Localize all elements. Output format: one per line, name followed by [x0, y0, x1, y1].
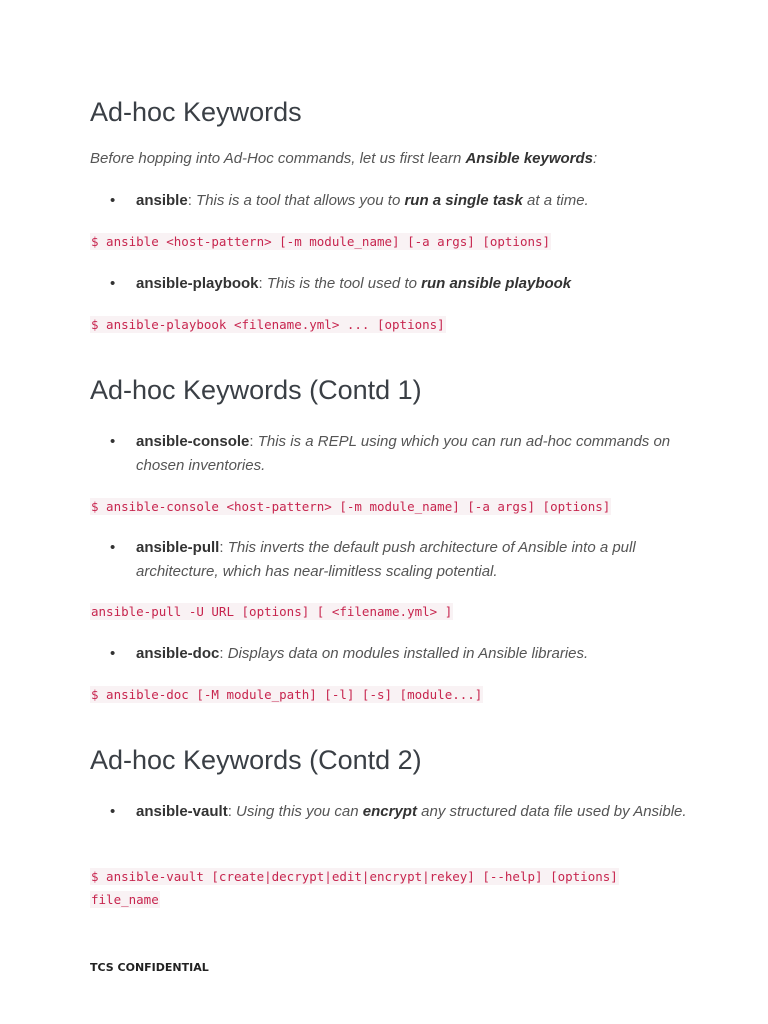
emphasis: encrypt — [362, 803, 417, 820]
intro-trailing: : — [593, 150, 598, 167]
code-block — [90, 865, 619, 911]
list-item-ansible-playbook — [110, 272, 700, 296]
keyword: ansible — [136, 192, 188, 209]
description: Using this you can — [236, 803, 363, 820]
list-item-ansible-vault — [110, 800, 700, 824]
description: This inverts the default push architecture of Ansible into a pull architecture, which has near-limitless scaling potential. — [136, 539, 636, 580]
code-line: $ ansible-console <host-pattern> [-m module_name] [-a args] [options] — [91, 499, 611, 514]
description-end: at a time. — [522, 192, 589, 209]
bullet-icon: • — [110, 275, 116, 292]
list-item-ansible-console — [110, 430, 700, 477]
bullet-icon: • — [110, 803, 116, 820]
footer-confidential-label: TCS CONFIDENTIAL — [90, 961, 209, 974]
list-item-ansible — [110, 189, 700, 213]
description: This is the tool used to — [266, 275, 422, 292]
bullet-icon: • — [110, 645, 116, 662]
code-block — [90, 313, 446, 336]
code-block — [90, 230, 551, 253]
code-line: $ ansible-doc [-M module_path] [-l] [-s] [module...] — [91, 687, 483, 702]
keyword-separator: : — [219, 645, 228, 662]
bullet-icon: • — [110, 433, 116, 450]
intro-text: Before hopping into Ad-Hoc commands, let us first learn — [90, 150, 466, 167]
section-heading: Ad-hoc Keywords — [90, 97, 302, 127]
list-item-ansible-pull — [110, 536, 700, 583]
code-line: $ ansible <host-pattern> [-m module_name] [-a args] [options] — [91, 234, 551, 249]
keyword-separator: : — [219, 539, 228, 556]
bullet-icon: • — [110, 192, 116, 209]
code-line: file_name — [91, 892, 159, 907]
bullet-icon: • — [110, 539, 116, 556]
keyword-separator: : — [249, 433, 258, 450]
emphasis: run a single task — [404, 192, 523, 209]
keyword: ansible-vault — [136, 803, 228, 820]
code-line: $ ansible-playbook <filename.yml> ... [options] — [91, 317, 445, 332]
keyword: ansible-playbook — [136, 275, 259, 292]
section-heading: Ad-hoc Keywords (Contd 2) — [90, 745, 422, 775]
description-end: any structured data file used by Ansible. — [416, 803, 687, 820]
keyword: ansible-pull — [136, 539, 220, 556]
list-item-ansible-doc — [110, 642, 700, 666]
section-heading: Ad-hoc Keywords (Contd 1) — [90, 375, 422, 405]
code-line: ansible-pull -U URL [options] [ <filename.yml> ] — [91, 604, 453, 619]
keyword-separator: : — [258, 275, 267, 292]
keyword: ansible-doc — [136, 645, 220, 662]
keyword: ansible-console — [136, 433, 250, 450]
description: Displays data on modules installed in Ansible libraries. — [227, 645, 589, 662]
description: This is a tool that allows you to — [196, 192, 405, 209]
keyword-separator: : — [227, 803, 237, 820]
description: This is a REPL using which you can run ad-hoc commands on chosen inventories. — [136, 433, 671, 474]
code-line: $ ansible-vault [create|decrypt|edit|encrypt|rekey] [--help] [options] — [91, 869, 618, 884]
code-block — [90, 683, 483, 706]
intro-paragraph — [90, 150, 597, 167]
intro-bold: Ansible keywords — [465, 150, 594, 167]
emphasis: run ansible playbook — [421, 275, 572, 292]
code-block — [90, 495, 611, 518]
code-block — [90, 600, 453, 623]
keyword-separator: : — [187, 192, 197, 209]
